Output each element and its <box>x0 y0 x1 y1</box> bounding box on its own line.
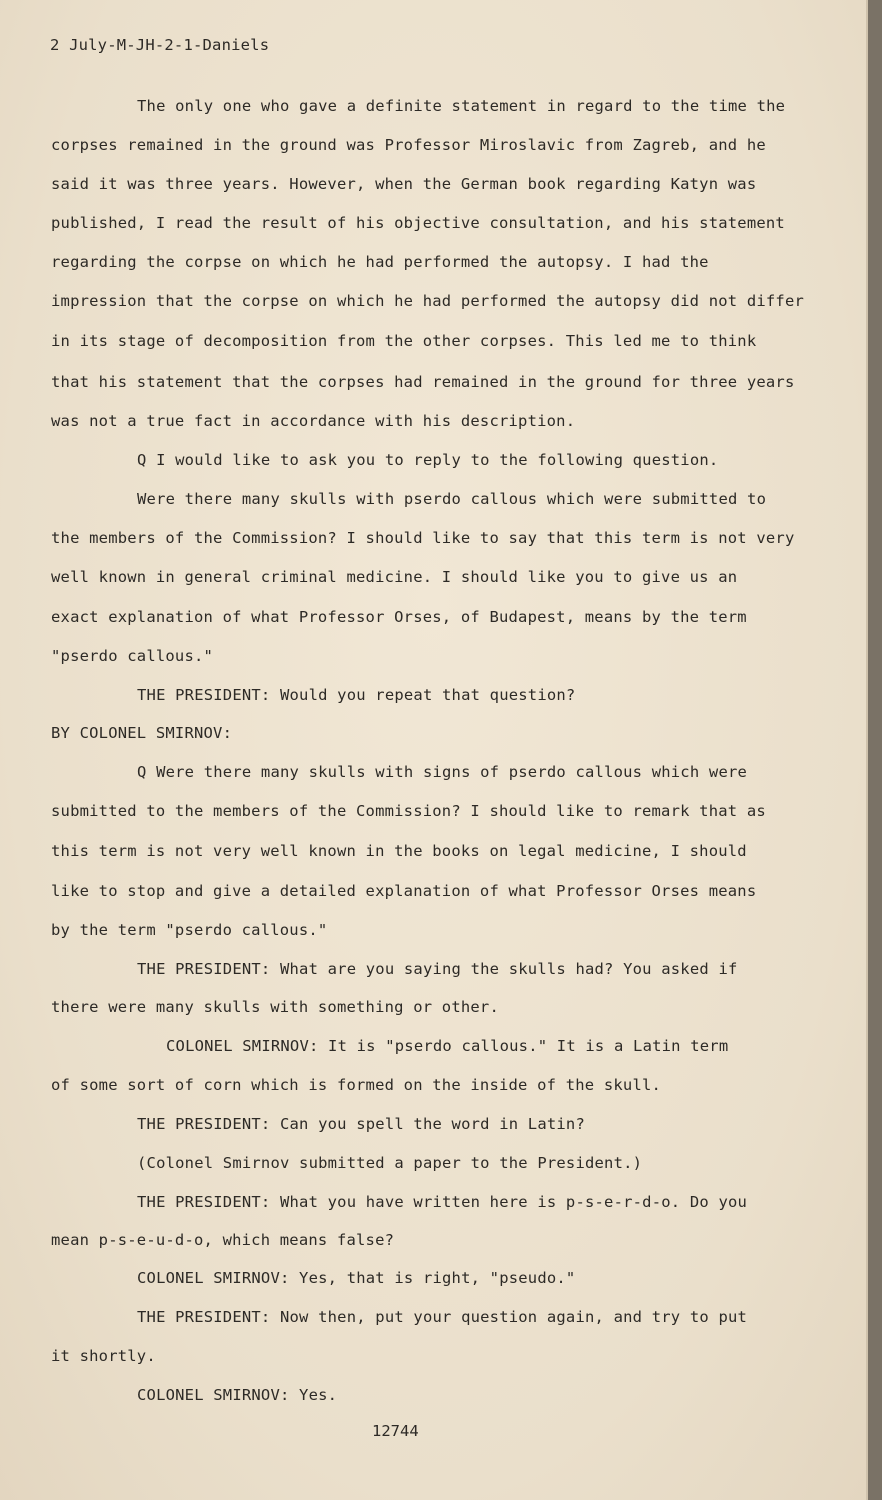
speaker-line: COLONEL SMIRNOV: Yes, that is right, "pseudo." <box>137 1269 576 1287</box>
text-line: well known in general criminal medicine. I should like you to give us an <box>51 568 738 586</box>
speaker-line: THE PRESIDENT: What you have written here is p-s-e-r-d-o. Do you <box>137 1193 748 1211</box>
text-line: the members of the Commission? I should like to say that this term is not very <box>51 529 795 547</box>
text-line: this term is not very well known in the books on legal medicine, I should <box>51 842 747 860</box>
text-line: impression that the corpse on which he had performed the autopsy did not differ <box>51 292 805 310</box>
text-line: "pserdo callous." <box>51 647 214 665</box>
text-line: that his statement that the corpses had remained in the ground for three years <box>51 373 795 391</box>
speaker-line: THE PRESIDENT: Now then, put your question again, and try to put <box>137 1308 748 1326</box>
text-line: by the term "pserdo callous." <box>51 921 328 939</box>
section-heading: BY COLONEL SMIRNOV: <box>51 724 233 742</box>
text-line: of some sort of corn which is formed on the inside of the skull. <box>51 1076 662 1094</box>
page-number: 12744 <box>372 1422 419 1440</box>
text-line: published, I read the result of his objective consultation, and his statement <box>51 214 785 232</box>
speaker-line: THE PRESIDENT: What are you saying the skulls had? You asked if <box>137 960 738 978</box>
text-line: (Colonel Smirnov submitted a paper to the President.) <box>137 1154 643 1172</box>
text-line: Were there many skulls with pserdo callous which were submitted to <box>137 490 767 508</box>
text-line: submitted to the members of the Commission? I should like to remark that as <box>51 802 766 820</box>
text-line: like to stop and give a detailed explanation of what Professor Orses means <box>51 882 757 900</box>
speaker-line: COLONEL SMIRNOV: Yes. <box>137 1386 338 1404</box>
text-line: mean p-s-e-u-d-o, which means false? <box>51 1231 395 1249</box>
text-line: in its stage of decomposition from the other corpses. This led me to think <box>51 332 757 350</box>
text-line: it shortly. <box>51 1347 156 1365</box>
text-line: exact explanation of what Professor Orses, of Budapest, means by the term <box>51 608 747 626</box>
text-line: was not a true fact in accordance with his description. <box>51 412 576 430</box>
text-line: The only one who gave a definite statement in regard to the time the <box>137 97 786 115</box>
text-line: there were many skulls with something or other. <box>51 998 499 1016</box>
speaker-line: COLONEL SMIRNOV: It is "pserdo callous." It is a Latin term <box>166 1037 729 1055</box>
text-line: regarding the corpse on which he had performed the autopsy. I had the <box>51 253 709 271</box>
question-line: Q I would like to ask you to reply to the following question. <box>137 451 719 469</box>
question-line: Q Were there many skulls with signs of pserdo callous which were <box>137 763 748 781</box>
page-header: 2 July-M-JH-2-1-Daniels <box>50 36 270 54</box>
speaker-line: THE PRESIDENT: Would you repeat that question? <box>137 686 576 704</box>
speaker-line: THE PRESIDENT: Can you spell the word in Latin? <box>137 1115 585 1133</box>
text-line: said it was three years. However, when the German book regarding Katyn was <box>51 175 757 193</box>
text-line: corpses remained in the ground was Professor Miroslavic from Zagreb, and he <box>51 136 766 154</box>
